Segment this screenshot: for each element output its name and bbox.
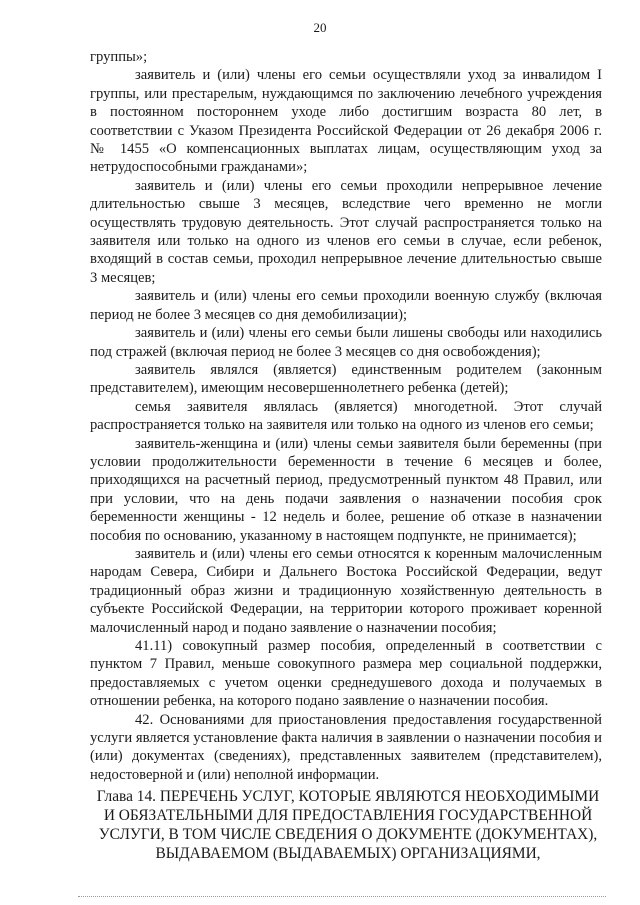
page-number: 20: [313, 20, 327, 35]
chapter-heading-line: Глава 14. ПЕРЕЧЕНЬ УСЛУГ, КОТОРЫЕ ЯВЛЯЮТСЯ НЕОБХОДИМЫМИ: [96, 788, 600, 805]
chapter-heading-line: И ОБЯЗАТЕЛЬНЫМИ ДЛЯ ПРЕДОСТАВЛЕНИЯ ГОСУДАРСТВЕННОЙ: [103, 807, 593, 824]
paragraph-item-41-11: 41.11) совокупный размер пособия, определенный в соответствии с пунктом 7 Правил, меньше совокупного размера мер социальной поддержки, предоставляемых с учетом оценки среднедушевого дохода и получаемых в отношении ребенка, на которого подано заявление о назначении пособия.: [90, 638, 602, 710]
paragraph-imprisonment: заявитель и (или) члены его семьи были лишены свободы или находились под стражей (включая период не более 3 месяцев со дня освобождения);: [90, 325, 602, 360]
chapter-heading: [84, 787, 612, 863]
paragraph-continuation: группы»;: [90, 49, 148, 65]
paragraph-item-42: 42. Основаниями для приостановления предоставления государственной услуги является установление факта наличия в заявлении о назначении пособия и (или) документах (сведениях), представленных заявителем (представителем), недостоверной и (или) неполной информации.: [90, 711, 602, 783]
paragraph-large-family: семья заявителя являлась (является) многодетной. Этот случай распространяется только на заявителя или только на одного из членов его семьи;: [90, 398, 602, 434]
chapter-heading-line: УСЛУГИ, В ТОМ ЧИСЛЕ СВЕДЕНИЯ О ДОКУМЕНТЕ (ДОКУМЕНТАХ),: [98, 826, 598, 843]
paragraph-pregnancy: заявитель-женщина и (или) члены семьи заявителя были беременны (при условии продолжительности беременности в течение 6 месяцев и более, приходящихся на расчетный период, предусмотренный пунктом 48 Правил, или при условии, что на день подачи заявления о назначении пособия срок беременности женщины - 12 недель и более, решение об отказе в назначении пособия по основанию, указанному в настоящем подпункте, не принимается);: [90, 435, 602, 544]
body-text: [90, 48, 602, 784]
paragraph-care-for-disabled: заявитель и (или) члены его семьи осуществляли уход за инвалидом I группы, или престарелым, нуждающимся по заключению лечебного учреждения в постоянном постороннем уходе либо достигшим возраста 80 лет, в соответствии с Указом Президента Российской Федерации от 26 декабря 2006 г. № 1455 «О компенсационных выплатах лицам, осуществляющим уход за нетрудоспособными гражданами»;: [90, 67, 602, 176]
paragraph-military-service: заявитель и (или) члены его семьи проходили военную службу (включая период не более 3 месяцев со дня демобилизации);: [90, 288, 602, 323]
paragraph-indigenous-peoples: заявитель и (или) члены его семьи относятся к коренным малочисленным народам Севера, Сибири и Дальнего Востока Российской Федерации, ведут традиционный образ жизни и традиционную хозяйственную деятельность в субъекте Российской Федерации, на территории которого проживает коренной малочисленный народ и подано заявление о назначении пособия;: [90, 545, 602, 636]
chapter-heading-line: ВЫДАВАЕМОМ (ВЫДАВАЕМЫХ) ОРГАНИЗАЦИЯМИ,: [155, 845, 541, 862]
bottom-divider: [78, 896, 606, 897]
paragraph-continuous-treatment: заявитель и (или) члены его семьи проходили непрерывное лечение длительностью свыше 3 месяцев, вследствие чего временно не могли осуществлять трудовую деятельность. Этот случай распространяется только на заявителя или только на одного из членов его семьи в случае, если ребенок, входящий в состав семьи, проходил непрерывное лечение длительностью свыше 3 месяцев;: [90, 177, 602, 286]
paragraph-single-parent: заявитель являлся (является) единственным родителем (законным представителем), имеющим несовершеннолетнего ребенка (детей);: [90, 361, 602, 397]
